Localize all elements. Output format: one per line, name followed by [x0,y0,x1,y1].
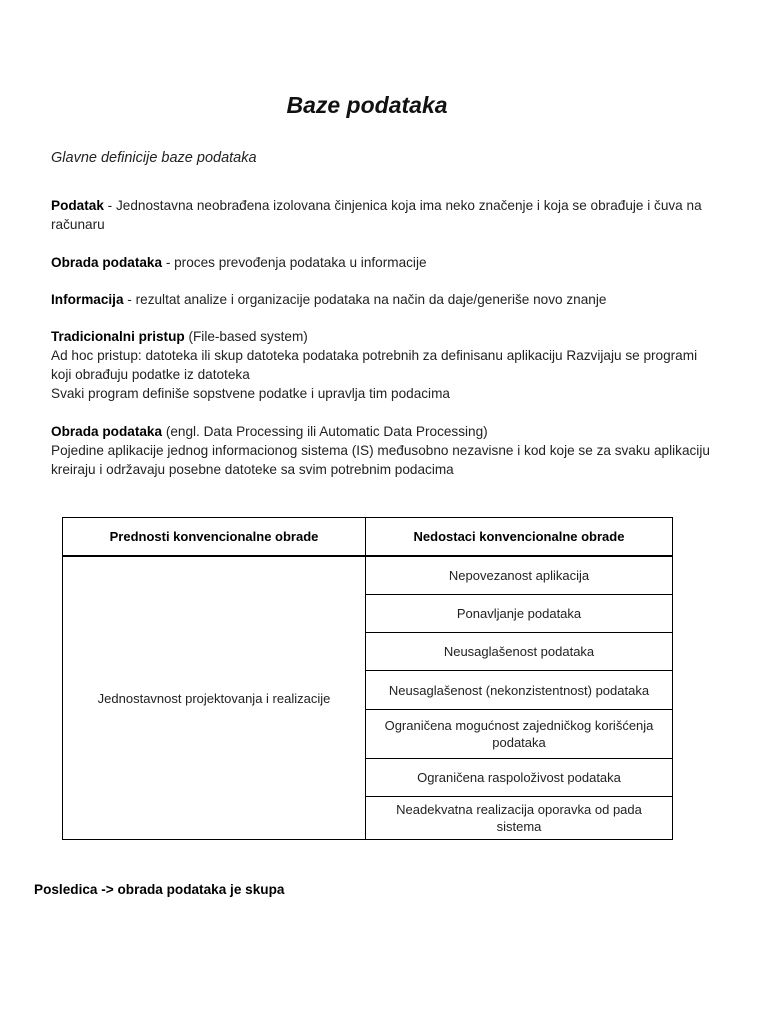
comparison-table [62,517,673,840]
disadvantage-cell: Ograničena raspoloživost podataka [366,759,673,797]
page-title: Baze podataka [286,92,448,118]
processing-suffix: (engl. Data Processing ili Automatic Data Processing) [162,424,488,439]
disadvantage-cell: Ograničena mogućnost zajedničkog korišćenja podataka [366,710,673,759]
disadvantage-cell: Neusaglašenost (nekonzistentnost) podataka [366,671,673,710]
definition-informacija [51,290,721,309]
definition-term: Obrada podataka [51,255,163,270]
traditional-term: Tradicionalni pristup [51,329,185,344]
header-disadvantages: Nedostaci konvencionalne obrade [366,518,673,557]
definition-podatak [51,196,721,234]
traditional-line1: Ad hoc pristup: datoteka ili skup datoteka podataka potrebnih za definisanu aplikaciju Razvijaju se programi koji obrađuju podatke iz datoteka [51,348,698,382]
definition-text: - rezultat analize i organizacije podataka na način da daje/generiše novo znanje [123,292,607,307]
table-header-row [63,518,673,557]
traditional-suffix: (File-based system) [184,329,308,344]
traditional-approach [51,327,721,403]
traditional-line2: Svaki program definiše sopstvene podatke i upravlja tim podacima [51,386,450,401]
data-processing [51,422,721,479]
processing-line1: Pojedine aplikacije jednog informacionog sistema (IS) međusobno nezavisne i kod koje se za svaku aplikaciju kreiraju i održavaju posebne datoteke sa svim potrebnim podacima [51,443,710,477]
disadvantage-cell: Nepovezanost aplikacija [366,556,673,595]
definition-obrada [51,253,721,272]
header-advantages: Prednosti konvencionalne obrade [63,518,366,557]
definition-text: - Jednostavna neobrađena izolovana činjenica koja ima neko značenje i koja se obrađuje i čuva na računaru [51,198,702,232]
disadvantage-cell: Ponavljanje podataka [366,595,673,633]
table-row [63,556,673,595]
advantage-cell: Jednostavnost projektovanja i realizacije [63,556,366,840]
definition-term: Informacija [51,292,124,307]
definition-term: Podatak [51,198,104,213]
definition-text: - proces prevođenja podataka u informacije [162,255,427,270]
subtitle: Glavne definicije baze podataka [51,150,257,166]
conclusion-text: Posledica -> obrada podataka je skupa [34,882,285,897]
disadvantage-cell: Neusaglašenost podataka [366,633,673,671]
disadvantage-cell: Neadekvatna realizacija oporavka od pada sistema [366,797,673,840]
processing-term: Obrada podataka [51,424,163,439]
